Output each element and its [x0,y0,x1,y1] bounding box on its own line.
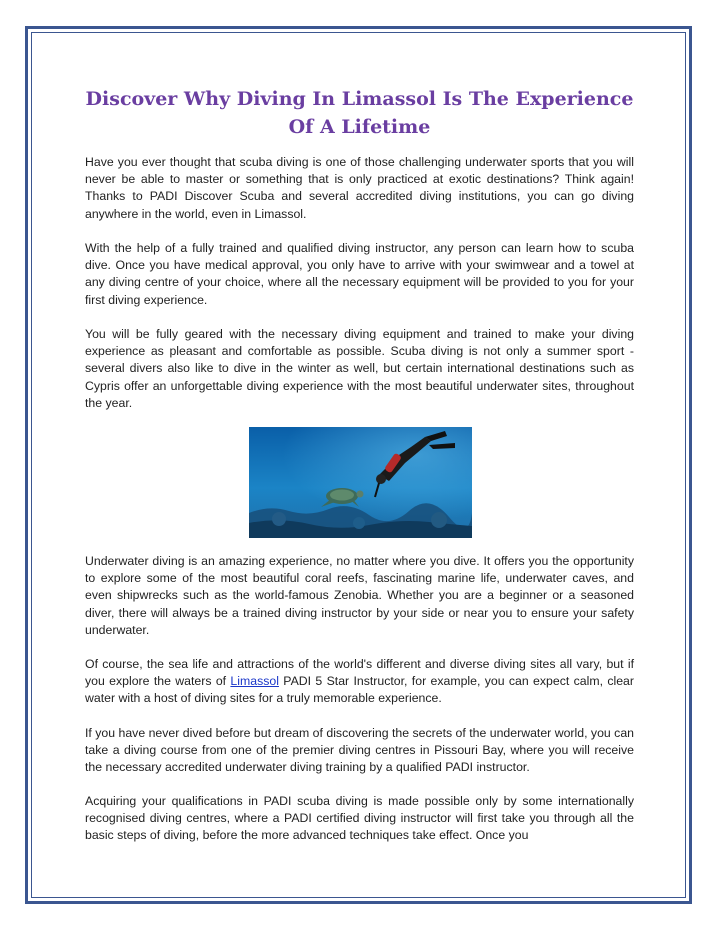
paragraph-sealife-text-before: Of course, the sea life and attractions of the world's different and diverse diving sites all vary, but if you explore the waters of [85,657,634,689]
paragraph-experience: Underwater diving is an amazing experience, no matter where you dive. It offers you the opportunity to explore some of the most beautiful coral reefs, fascinating marine life, underwater caves, and even shipwrecks such as the world-famous Zenobia. Whether you are a beginner or a seasoned diver, there will always be a trained diving instructor by your side or near you to ensure your safety underwater. [85,554,634,637]
paragraph-instructor: With the help of a fully trained and qualified diving instructor, any person can learn how to scuba dive. Once you have medical approval, you only have to arrive with your swimwear and a towel at any diving centre of your choice, where all the necessary equipment will be provided to you for your first diving experience. [85,241,634,307]
paragraph-intro: Have you ever thought that scuba diving is one of those challenging underwater sports that you will never be able to master or something that is only practiced at exotic destinations? Think again! Thanks to PADI Discover Scuba and several accredited diving institutions, you can go diving anywhere in the world, even in Limassol. [85,155,634,221]
paragraph-gear: You will be fully geared with the necessary diving equipment and trained to make your diving experience as pleasant and comfortable as possible. Scuba diving is not only a summer sport - several divers also like to dive in the winter as well, but certain international destinations such as Cypris offer an unforgettable diving experience with the most beautiful underwater sites, throughout the year. [85,327,634,410]
paragraph-qualifications: Acquiring your qualifications in PADI scuba diving is made possible only by some internationally recognised diving centres, where a PADI certified diving instructor will first take you through all the basic steps of diving, before the more advanced techniques take effect. Once you [85,794,634,843]
limassol-link[interactable]: Limassol [230,674,279,689]
document-body [85,85,634,843]
paragraph-sealife [85,656,634,708]
paragraph-sealife-text-after: PADI 5 Star Instructor, for example, you can expect calm, clear water with a host of diving sites for a truly memorable experience. [85,674,634,706]
diver-with-turtle-photo [249,427,472,538]
document-title: Discover Why Diving In Limassol Is The Experience Of A Lifetime [85,88,634,138]
paragraph-course: If you have never dived before but dream of discovering the secrets of the underwater world, you can take a diving course from one of the premier diving centres in Pissouri Bay, where you will receive the necessary accredited underwater diving training by a qualified PADI instructor. [85,726,634,775]
